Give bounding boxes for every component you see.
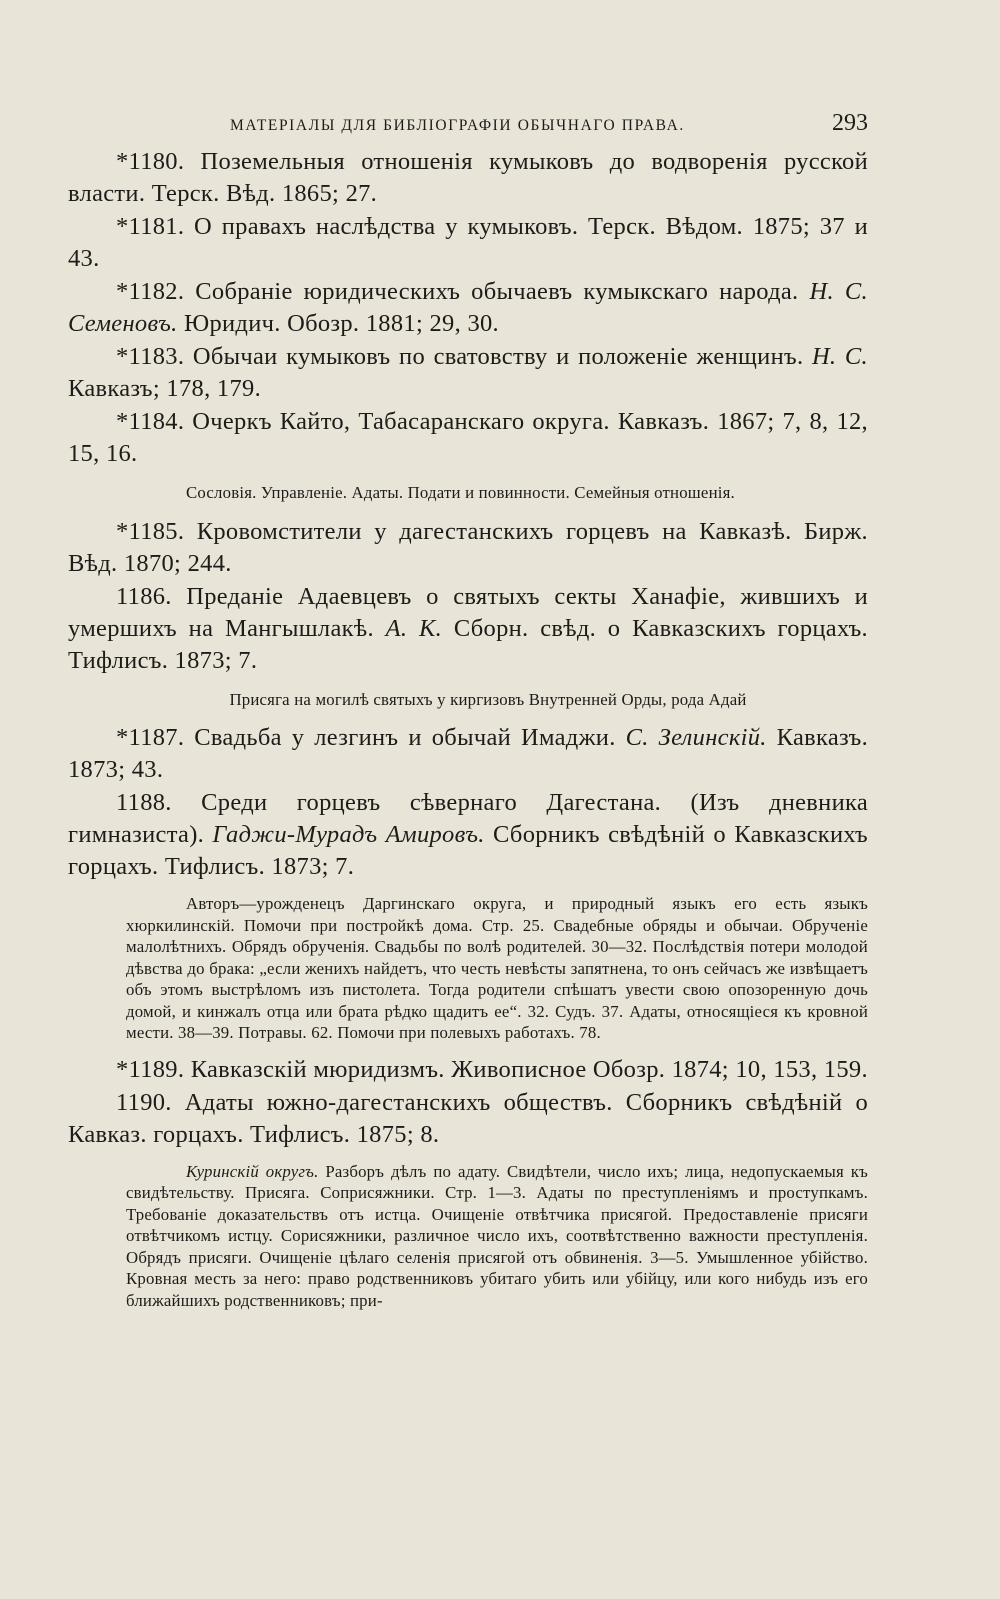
running-title: МАТЕРІАЛЫ ДЛЯ БИБЛІОГРАФІИ ОБЫЧНАГО ПРАВА. xyxy=(230,117,685,134)
entry-1186-title: 1186. Преданіе Адаевцевъ о святыхъ секты Ханафіе, жившихъ и умершихъ на Мангышлакѣ. xyxy=(68,582,868,642)
entry-1183 xyxy=(68,341,868,405)
entry-1188 xyxy=(68,787,868,883)
note-1188: Авторъ—урожденецъ Даргинскаго округа, и природный языкъ его есть языкъ хюркилинскій. Помочи при постройкѣ дома. Стр. 25. Свадебные обряды и обычаи. Обрученіе малолѣтнихъ. Обрядъ обрученія. Свадьбы по волѣ родителей. 30—32. Послѣдствія потери молодой дѣвства до брака: „если женихъ найдетъ, что честь невѣсты запятнена, то онъ сейчасъ же извѣщаетъ объ этомъ выстрѣломъ изъ пистолета. Тогда родители спѣшатъ увести свою опозоренную дочь домой, и кинжалъ отца или брата рѣдко щадитъ ее“. 32. Судъ. 37. Адаты, относящіеся къ кровной мести. 38—39. Потравы. 62. Помочи при полевыхъ работахъ. 78. xyxy=(126,894,868,1042)
entry-1190: 1190. Адаты южно-дагестанскихъ обществъ. Сборникъ свѣдѣній о Кавказ. горцахъ. Тифлисъ. 1875; 8. xyxy=(68,1088,868,1148)
note-1184: Сословія. Управленіе. Адаты. Подати и повинности. Семейныя отношенія. xyxy=(186,483,735,502)
entry-1182-source: Юридич. Обозр. 1881; 29, 30. xyxy=(183,310,499,337)
page-number: 293 xyxy=(832,110,868,136)
entry-1181: *1181. О правахъ наслѣдства у кумыковъ. Терск. Вѣдом. 1875; 37 и 43. xyxy=(68,213,868,272)
entry-1182 xyxy=(68,276,868,340)
entry-1184: *1184. Очеркъ Кайто, Табасаранскаго округа. Кавказъ. 1867; 7, 8, 12, 15, 16. xyxy=(68,408,868,467)
note-1190 xyxy=(126,1161,868,1312)
entry-1188-title: 1188. Среди горцевъ сѣвернаго Дагестана. (Изъ дневника гимназиста). xyxy=(68,789,868,848)
entry-1185: *1185. Кровомстители у дагестанскихъ горцевъ на Кавказѣ. Бирж. Вѣд. 1870; 244. xyxy=(68,517,868,577)
page-header xyxy=(68,110,868,137)
note-1190-text: Разборъ дѣлъ по адату. Свидѣтели, число ихъ; лица, недопускаемыя къ свидѣтельству. Присяга. Соприсяжники. Стр. 1—3. Адаты по преступленіямъ и проступкамъ. Требованіе доказательствъ отъ истца. Очищеніе отвѣтчика присягой. Предоставленіе присяги отвѣтчикомъ истцу. Сорисяжники, различное число ихъ, соотвѣтственно важности преступленія. Обрядъ присяги. Очищеніе цѣлаго селенія присягой отъ обвиненія. 3—5. Умышленное убійство. Кровная месть за него: право родственниковъ убитаго убить или убійцу, или кого нибудь изъ его ближайшихъ родственниковъ; при- xyxy=(126,1161,868,1310)
entry-1187 xyxy=(68,722,868,786)
entry-1182-author: Н. С. Семеновъ. xyxy=(68,278,868,337)
entry-1182-title: *1182. Собраніе юридическихъ обычаевъ кумыкскаго народа. xyxy=(116,278,799,305)
entry-1186-source: Сборн. свѣд. о Кавказскихъ горцахъ. Тифлисъ. 1873; 7. xyxy=(68,614,868,674)
entry-1189: *1189. Кавказскій мюридизмъ. Живописное Обозр. 1874; 10, 153, 159. xyxy=(116,1055,868,1083)
entry-1183-author: Н. С. xyxy=(811,343,868,370)
entry-1183-source: Кавказъ; 178, 179. xyxy=(68,375,262,402)
entry-1188-source: Сборникъ свѣдѣній о Кавказскихъ горцахъ. Тифлисъ. 1873; 7. xyxy=(68,821,868,880)
entry-1187-source: Кавказъ. 1873; 43. xyxy=(68,724,868,783)
entry-1188-author: Гаджи-Мурадъ Амировъ. xyxy=(212,821,485,848)
note-1186: Присяга на могилѣ святыхъ у киргизовъ Внутренней Орды, рода Адай xyxy=(229,689,747,709)
entry-1180: *1180. Поземельныя отношенія кумыковъ до водворенія русской власти. Терск. Вѣд. 1865; 27. xyxy=(68,148,868,207)
entry-1187-title: *1187. Свадьба у лезгинъ и обычай Имаджи. xyxy=(116,724,616,751)
entry-1186 xyxy=(68,581,868,677)
entry-1186-author: А. К. xyxy=(385,614,443,642)
page-body xyxy=(68,146,868,1321)
note-1190-lead: Куринскій округъ. xyxy=(186,1161,319,1181)
entry-1183-title: *1183. Обычаи кумыковъ по сватовству и положеніе женщинъ. xyxy=(116,343,804,370)
entry-1187-author: С. Зелинскій. xyxy=(625,724,767,751)
